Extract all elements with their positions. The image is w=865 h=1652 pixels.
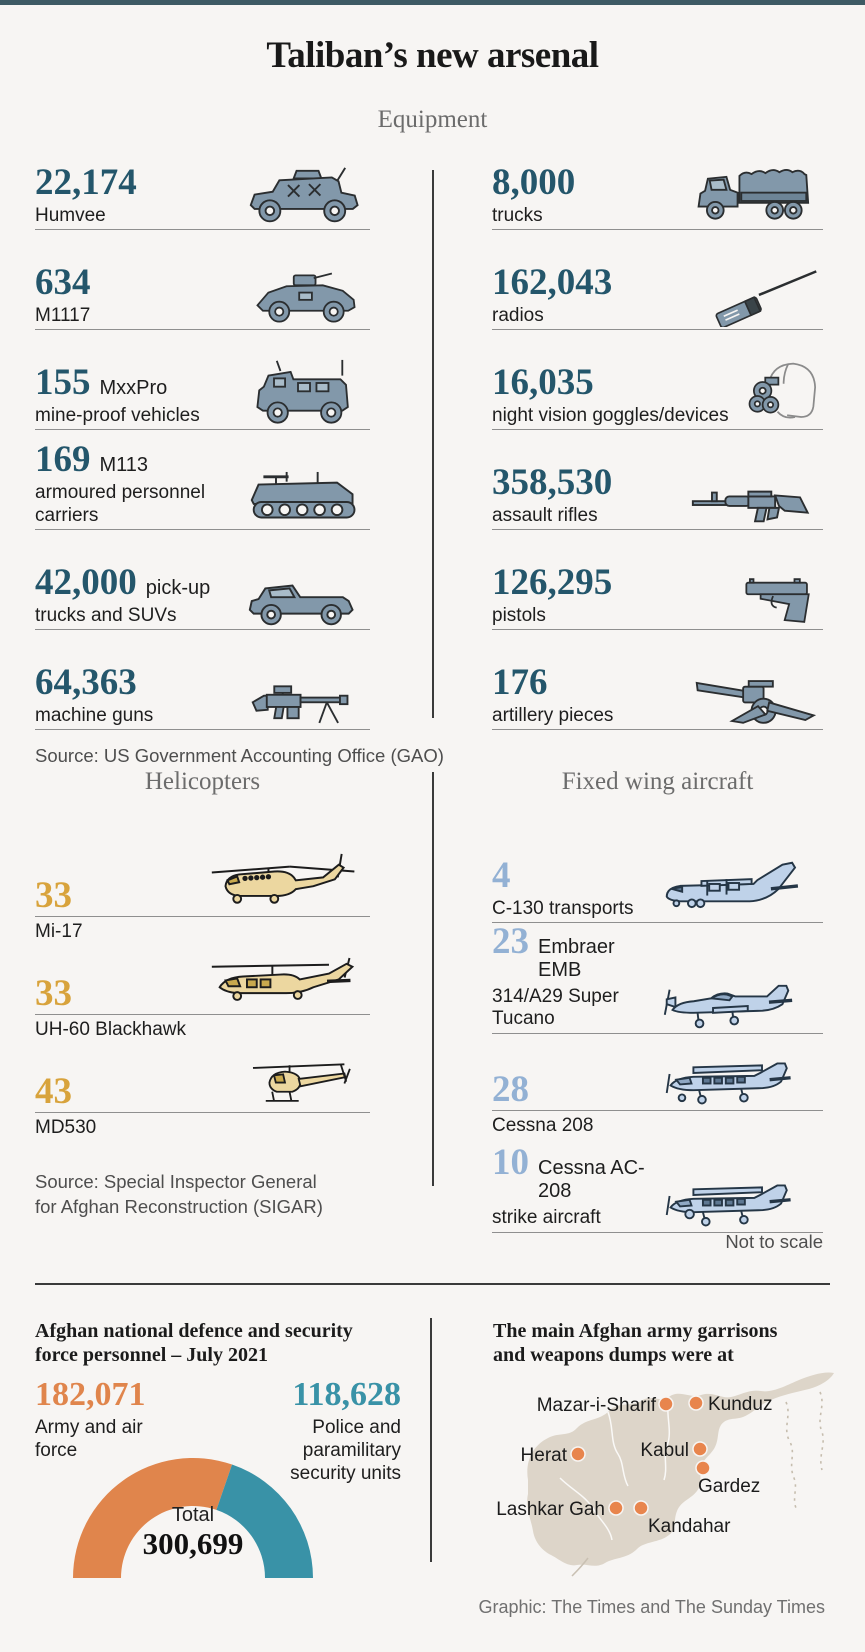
stat-row xyxy=(35,939,370,1015)
stat-row xyxy=(35,359,370,430)
heading-line: The main Afghan army garrisons xyxy=(493,1320,778,1342)
personnel-carrier-stat xyxy=(35,430,370,530)
stat-label: mine-proof vehicles xyxy=(35,404,200,426)
gauge-total-value: 300,699 xyxy=(142,1526,244,1561)
stat-label: UH-60 Blackhawk xyxy=(35,1019,186,1041)
stat-text xyxy=(492,1144,661,1229)
stat-label: armoured personnel carriers xyxy=(35,482,206,526)
page-title: Taliban’s new arsenal xyxy=(266,35,599,76)
stat-value: 8,000 xyxy=(492,161,576,203)
city-marker-gardez xyxy=(696,1461,710,1475)
stat-row xyxy=(35,561,370,630)
artillery-stat xyxy=(492,630,823,730)
stat-value: 169 xyxy=(35,439,91,481)
afghanistan-map xyxy=(468,1358,848,1578)
stat-label: 314/A29 Super Tucano xyxy=(492,986,619,1030)
column-divider xyxy=(432,170,434,718)
stat-row xyxy=(35,161,370,230)
assault-rifle-stat xyxy=(492,430,823,530)
stat-label: trucks xyxy=(492,204,543,226)
stat-text xyxy=(35,561,211,627)
cessna-ac208-stat xyxy=(492,1133,823,1233)
stat-value: 126,295 xyxy=(492,561,613,603)
column-divider xyxy=(430,1318,432,1562)
stat-label: pistols xyxy=(492,604,546,626)
police-value: 118,628 xyxy=(292,1376,401,1413)
night-vision-stat xyxy=(492,330,823,430)
radio-icon xyxy=(705,268,823,327)
super-tucano-stat xyxy=(492,923,823,1034)
stat-value: 28 xyxy=(492,1068,529,1110)
stat-value: 162,043 xyxy=(492,261,613,303)
stat-text xyxy=(492,661,614,727)
credit-line: Graphic: The Times and The Sunday Times xyxy=(478,1597,825,1617)
cessna-208-stat xyxy=(492,1034,823,1136)
stat-text xyxy=(35,441,244,527)
stat-row xyxy=(35,261,370,330)
stat-text xyxy=(492,261,613,327)
stat-text xyxy=(492,161,576,227)
stat-text xyxy=(492,561,613,627)
equipment-source: Source: US Government Accounting Office (GAO) xyxy=(35,745,444,766)
city-marker-kabul xyxy=(693,1442,707,1456)
stat-text xyxy=(35,875,72,917)
stat-label: M1117 xyxy=(35,304,91,326)
stat-row xyxy=(492,1133,823,1233)
stat-label: trucks and SUVs xyxy=(35,604,177,626)
stat-value: 43 xyxy=(35,1071,72,1113)
stat-text xyxy=(35,261,91,327)
stat-label: Mi-17 xyxy=(35,921,83,943)
top-accent-bar xyxy=(0,0,865,5)
blackhawk-helicopter-icon xyxy=(204,956,370,1013)
stat-row xyxy=(492,661,823,730)
mine-proof-vehicle-icon xyxy=(250,359,370,427)
stat-qualifier: Embraer EMB xyxy=(538,936,615,981)
stat-row xyxy=(492,261,823,330)
cessna-ac208-icon xyxy=(661,1175,823,1230)
stat-label: machine guns xyxy=(35,704,154,726)
fixed-wing-section-header: Fixed wing aircraft xyxy=(561,768,754,795)
stat-label: radios xyxy=(492,304,544,326)
stat-label: assault rifles xyxy=(492,504,598,526)
heading-line: and weapons dumps were at xyxy=(493,1343,734,1366)
personnel-heading xyxy=(35,1320,405,1367)
army-value: 182,071 xyxy=(35,1376,146,1413)
humvee-stat xyxy=(35,158,370,230)
helicopters-source xyxy=(35,1170,323,1220)
stat-row xyxy=(35,661,370,730)
pistol-icon xyxy=(741,572,823,627)
pickup-truck-icon xyxy=(244,571,370,627)
stat-text xyxy=(35,1071,72,1113)
machine-gun-stat xyxy=(35,630,370,730)
not-to-scale-note: Not to scale xyxy=(725,1231,823,1252)
stat-label: Humvee xyxy=(35,204,106,226)
armored-car-stat xyxy=(35,230,370,330)
stat-row xyxy=(492,923,823,1034)
city-marker-lashkar-gah xyxy=(609,1501,623,1515)
stat-label: strike aircraft xyxy=(492,1207,601,1229)
machine-gun-icon xyxy=(248,676,370,727)
stat-value: 64,363 xyxy=(35,661,137,703)
c130-transport-icon xyxy=(659,856,823,920)
stat-row xyxy=(492,561,823,630)
mi17-helicopter-stat xyxy=(35,852,370,943)
stat-qualifier: MxxPro xyxy=(99,376,168,399)
stat-text xyxy=(492,461,613,527)
city-label: Kandahar xyxy=(648,1516,731,1537)
equipment-right-column xyxy=(492,158,823,730)
super-tucano-icon xyxy=(659,981,823,1031)
city-marker-herat xyxy=(571,1447,585,1461)
stat-value: 358,530 xyxy=(492,461,613,503)
stat-row xyxy=(35,852,370,917)
personnel-panel xyxy=(35,1320,405,1585)
stat-label: C-130 transports xyxy=(492,897,634,919)
radio-stat xyxy=(492,230,823,330)
night-vision-icon xyxy=(739,354,823,428)
city-marker-kandahar xyxy=(634,1501,648,1515)
stat-row xyxy=(35,1037,370,1113)
garrisons-panel xyxy=(468,1320,848,1585)
truck-stat xyxy=(492,158,823,230)
stat-value: 42,000 xyxy=(35,561,137,603)
pickup-truck-stat xyxy=(35,530,370,630)
humvee-icon xyxy=(246,166,370,227)
stat-text xyxy=(492,1068,529,1110)
heading-line: Afghan national defence and security xyxy=(35,1320,353,1342)
fixed-wing-column xyxy=(492,852,823,1233)
stat-row xyxy=(35,441,370,530)
stat-qualifier: M113 xyxy=(99,454,149,477)
helicopters-section-header: Helicopters xyxy=(144,768,261,795)
stat-text xyxy=(492,923,659,1031)
stat-value: 23 xyxy=(492,921,529,962)
stat-value: 4 xyxy=(492,854,511,896)
md530-helicopter-icon xyxy=(242,1057,370,1110)
stat-value: 16,035 xyxy=(492,361,594,403)
equipment-left-column xyxy=(35,158,370,730)
c130-transport-stat xyxy=(492,852,823,923)
mi17-helicopter-icon xyxy=(204,852,370,914)
stat-text xyxy=(492,361,729,427)
section-rule xyxy=(35,1283,830,1285)
stat-label: night vision goggles/devices xyxy=(492,404,729,426)
army-label: Army and air force xyxy=(35,1417,143,1462)
stat-value: 10 xyxy=(492,1142,529,1184)
equipment-section-header: Equipment xyxy=(377,106,488,133)
stat-value: 155 xyxy=(35,361,91,403)
city-label: Kunduz xyxy=(708,1394,773,1415)
stat-value: 22,174 xyxy=(35,161,137,203)
city-marker-mazar-i-sharif xyxy=(659,1397,673,1411)
stat-row xyxy=(492,1034,823,1111)
helicopters-column xyxy=(35,852,370,1139)
stat-row xyxy=(492,461,823,530)
stat-text xyxy=(35,973,72,1015)
stat-row xyxy=(492,354,823,431)
stat-text xyxy=(35,161,137,227)
personnel-carrier-icon xyxy=(244,471,370,527)
assault-rifle-icon xyxy=(689,483,823,527)
source-line: Source: Special Inspector General xyxy=(35,1171,317,1192)
stat-label: Cessna 208 xyxy=(492,1114,594,1136)
map-dashed-border xyxy=(786,1402,796,1508)
mine-proof-vehicle-stat xyxy=(35,330,370,430)
gauge-total-label: Total xyxy=(171,1504,215,1526)
stat-value: 634 xyxy=(35,261,91,303)
truck-icon xyxy=(693,162,823,227)
pistol-stat xyxy=(492,530,823,630)
blackhawk-helicopter-stat xyxy=(35,939,370,1041)
stat-text xyxy=(35,361,200,427)
city-label: Mazar-i-Sharif xyxy=(536,1395,656,1416)
map-dashed-border xyxy=(820,1392,823,1470)
heading-line: force personnel – July 2021 xyxy=(35,1343,268,1366)
stat-value: 176 xyxy=(492,661,548,703)
armored-car-icon xyxy=(252,269,370,327)
stat-value: 33 xyxy=(35,973,72,1015)
artillery-icon xyxy=(693,669,823,727)
stat-text xyxy=(35,661,154,727)
column-divider xyxy=(432,772,434,1186)
stat-qualifier: pick-up xyxy=(145,576,211,599)
stat-row xyxy=(492,852,823,923)
city-marker-kunduz xyxy=(689,1396,703,1410)
stat-label: artillery pieces xyxy=(492,704,614,726)
md530-helicopter-stat xyxy=(35,1037,370,1139)
city-label: Gardez xyxy=(698,1476,761,1497)
stat-qualifier: Cessna AC-208 xyxy=(538,1157,645,1203)
cessna-208-icon xyxy=(661,1053,823,1108)
stat-value: 33 xyxy=(35,875,72,917)
source-line: for Afghan Reconstruction (SIGAR) xyxy=(35,1195,323,1217)
city-label: Kabul xyxy=(640,1440,689,1461)
city-label: Herat xyxy=(520,1445,567,1466)
stat-label: MD530 xyxy=(35,1117,97,1139)
stat-text xyxy=(492,854,634,920)
city-label: Lashkar Gah xyxy=(496,1499,605,1520)
stat-row xyxy=(492,162,823,230)
police-label: Police and paramilitary security units xyxy=(290,1417,401,1485)
